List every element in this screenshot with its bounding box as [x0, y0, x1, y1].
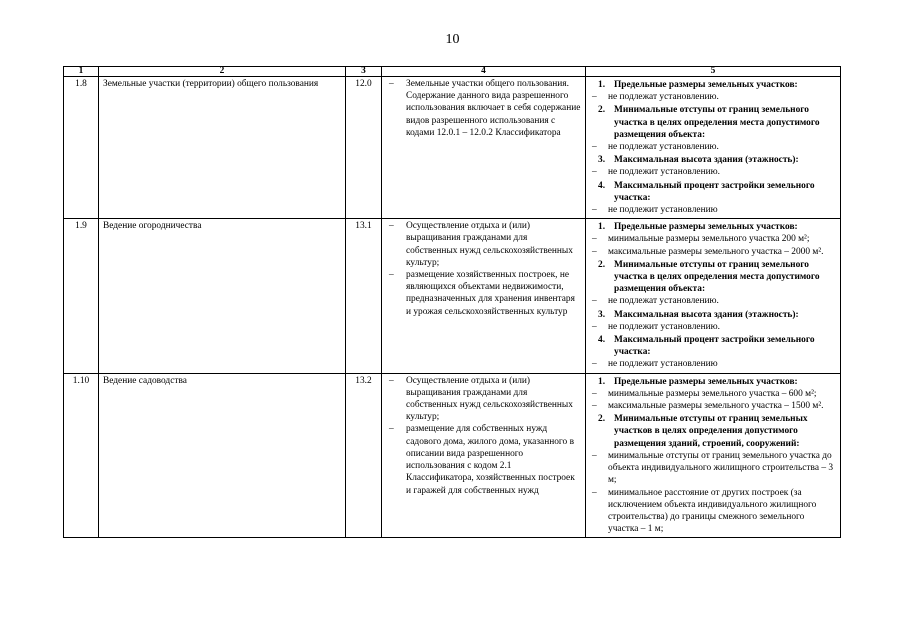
parameter-value: – не подлежат установлению. [590, 295, 836, 307]
parameter-title: Предельные размеры земельных участков: [614, 222, 798, 233]
parameter-heading [590, 334, 836, 358]
parameter-title: Максимальная высота здания (этажность): [614, 155, 799, 166]
row-number-cell: 1.10 [64, 373, 99, 538]
parameter-title: Максимальная высота здания (этажность): [614, 309, 799, 320]
parameter-value: – максимальные размеры земельного участка – 1500 м². [590, 400, 836, 412]
parameter-value: – не подлежит установлению. [590, 166, 836, 178]
parameter-number: 3. [598, 155, 606, 166]
column-header: 1 [64, 67, 99, 77]
parameter-value: – не подлежит установлению [590, 358, 836, 370]
use-name-cell: Ведение садоводства [99, 373, 346, 538]
parameter-heading [590, 221, 836, 233]
use-description-item: – Осуществление отдыха и (или) выращивания гражданами для собственных нужд сельскохозяйственных культур; [386, 220, 581, 269]
parameter-number: 1. [598, 376, 606, 387]
parameter-title: Минимальные отступы от границ земельного участка в целях определения места допустимого размещения объекта: [614, 259, 820, 295]
use-name-cell: Ведение огородничества [99, 219, 346, 373]
parameter-number: 1. [598, 80, 606, 90]
row-number-cell: 1.8 [64, 77, 99, 219]
column-header: 4 [382, 67, 586, 77]
use-description-list [386, 375, 581, 497]
table-row [64, 77, 841, 219]
parameter-heading [590, 309, 836, 321]
column-header: 2 [99, 67, 346, 77]
column-header: 5 [586, 67, 841, 77]
parameter-number: 4. [598, 335, 606, 346]
parameter-heading [590, 154, 836, 166]
parameter-heading [590, 79, 836, 91]
parameters-cell [586, 219, 841, 373]
parameter-title: Предельные размеры земельных участков: [614, 80, 798, 90]
table-header-row [64, 67, 841, 77]
parameter-title: Предельные размеры земельных участков: [614, 376, 798, 387]
parameter-heading [590, 259, 836, 296]
parameter-title: Максимальный процент застройки земельного участка: [614, 180, 815, 203]
page-number: 10 [445, 32, 460, 47]
use-description-item: – размещение для собственных нужд садового дома, жилого дома, указанного в описании вида разрешенного использования с кодом 2.1 Классификатора, хозяйственных построек и гаражей для собственных нужд [386, 423, 581, 496]
parameter-number: 1. [598, 222, 606, 233]
classifier-code-cell: 12.0 [346, 77, 382, 219]
parameter-number: 4. [598, 180, 606, 191]
use-description-item: – размещение хозяйственных построек, не являющихся объектами недвижимости, предназначенных для хранения инвентаря и урожая сельскохозяйственных культур [386, 269, 581, 318]
parameters-cell [586, 77, 841, 219]
use-description-item: – Осуществление отдыха и (или) выращивания гражданами для собственных нужд сельскохозяйственных культур; [386, 375, 581, 424]
classifier-code-cell: 13.2 [346, 373, 382, 538]
table-row [64, 219, 841, 373]
use-description-list [386, 78, 581, 139]
use-description-cell [382, 77, 586, 219]
parameter-number: 3. [598, 309, 606, 320]
parameter-value: – не подлежат установлению. [590, 91, 836, 103]
parameter-value: – минимальные отступы от границ земельного участка до объекта индивидуального жилищного строительства – 3 м; [590, 450, 836, 487]
parameters-cell [586, 373, 841, 538]
parameter-value: – не подлежит установлению. [590, 321, 836, 333]
parameter-value: – минимальные размеры земельного участка 200 м²; [590, 233, 836, 245]
classifier-code-cell: 13.1 [346, 219, 382, 373]
parameter-heading [590, 376, 836, 388]
use-description-list [386, 220, 581, 318]
column-header: 3 [346, 67, 382, 77]
parameter-number: 2. [598, 414, 606, 425]
parameter-heading [590, 104, 836, 141]
parameter-value: – не подлежат установлению. [590, 141, 836, 153]
use-name-cell: Земельные участки (территории) общего пользования [99, 77, 346, 219]
parameter-value: – максимальные размеры земельного участка – 2000 м². [590, 246, 836, 258]
parameter-heading [590, 413, 836, 450]
land-use-table [63, 66, 841, 538]
parameter-value: – не подлежит установлению [590, 204, 836, 216]
parameter-heading [590, 180, 836, 204]
use-description-cell [382, 219, 586, 373]
row-number-cell: 1.9 [64, 219, 99, 373]
parameter-value: – минимальные размеры земельного участка – 600 м²; [590, 388, 836, 400]
parameter-number: 2. [598, 105, 606, 116]
parameter-title: Максимальный процент застройки земельного участка: [614, 335, 815, 358]
parameter-title: Минимальные отступы от границ земельного участка в целях определения места допустимого размещения объекта: [614, 105, 820, 140]
table-row [64, 373, 841, 538]
use-description-cell [382, 373, 586, 538]
use-description-item: – Земельные участки общего пользования. Содержание данного вида разрешенного использования включает в себя содержание видов разрешенного использования с кодами 12.0.1 – 12.0.2 Классификатора [386, 78, 581, 139]
parameter-title: Минимальные отступы от границ земельных участков в целях определения допустимого размещения зданий, строений, сооружений: [614, 414, 808, 449]
parameter-value: – минимальное расстояние от других построек (за исключением объекта индивидуального жилищного строительства) до границы смежного земельного участка – 1 м; [590, 487, 836, 536]
parameter-number: 2. [598, 259, 606, 270]
